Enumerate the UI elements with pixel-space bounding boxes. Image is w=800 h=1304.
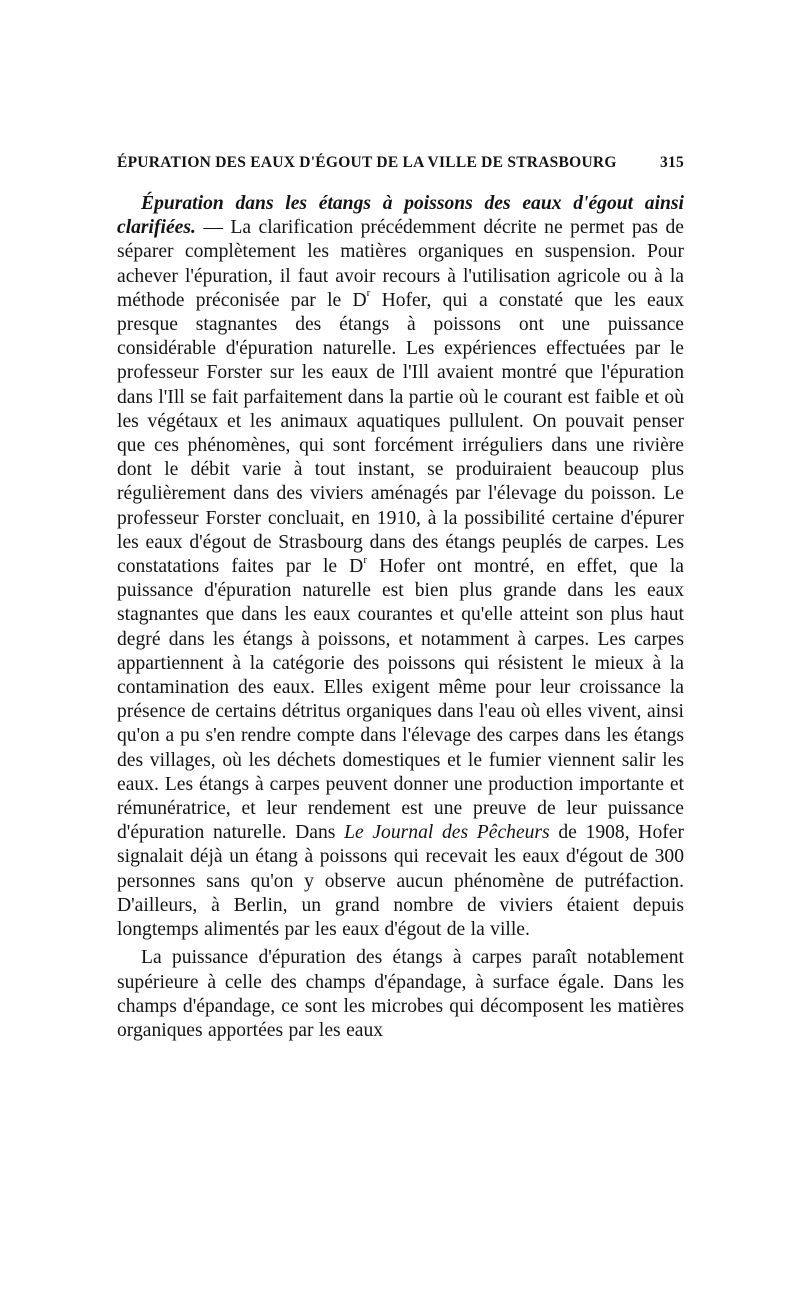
journal-title: Le Journal des Pêcheurs (344, 822, 550, 844)
paragraph-1-text-b: Hofer, qui a constaté que les eaux presque stagnantes des étangs à poissons ont une puissance considérable d'épuration naturelle. Les expériences effectuées par le professeur Forster sur les eaux de l'Ill avaient montré que l'épuration dans l'Ill se fait parfaitement dans la partie où le courant est faible et où les végétaux et les animaux aquatiques pullulent. On pouvait penser que ces phénomènes, qui sont forcément irréguliers dans une rivière dont le débit varie à tout instant, se produiraient beaucoup plus régulièrement dans des viviers aménagés par l'élevage du poisson. Le professeur Forster concluait, en 1910, à la possibilité certaine d'épurer les eaux d'égout de Strasbourg dans des étangs peuplés de carpes. Les constatations faites par le D (117, 289, 684, 578)
section-title: Épuration dans les étangs à poissons des eaux d'égout ainsi clarifiées. (117, 193, 684, 239)
body-text (117, 192, 684, 1043)
title-dash: — (195, 217, 231, 239)
paragraph-1-text-d: de 1908, Hofer signalait déjà un étang à poissons qui recevait les eaux d'égout de 300 personnes sans qu'on y observe aucun phénomène de putréfaction. D'ailleurs, à Berlin, un grand nombre de viviers étaient depuis longtemps alimentés par les eaux d'égout de la ville. (117, 822, 684, 941)
paragraph-2: La puissance d'épuration des étangs à carpes paraît notablement supérieure à celle des champs d'épandage, à surface égale. Dans les champs d'épandage, ce sont les microbes qui décomposent les matières organiques apportées par les eaux (117, 947, 684, 1041)
document-page (117, 154, 684, 1043)
page-number: 315 (660, 154, 684, 171)
paragraph-1-text-a: La clarification précédemment décrite ne permet pas de séparer complètement les matières organiques en suspension. Pour achever l'épuration, il faut avoir recours à l'utilisation agricole ou à la méthode préconisée par le D (117, 217, 685, 311)
running-title: ÉPURATION DES EAUX D'ÉGOUT DE LA VILLE DE STRASBOURG (117, 154, 617, 171)
paragraph-1 (117, 192, 684, 942)
superscript-r-2: r (363, 553, 368, 566)
running-header (117, 154, 684, 172)
paragraph-1-text-c: Hofer ont montré, en effet, que la puissance d'épuration naturelle est bien plus grande dans les eaux stagnantes que dans les eaux courantes et qu'elle atteint son plus haut degré dans les étangs à poissons, et notamment à carpes. Les carpes appartiennent à la catégorie des poissons qui résistent le mieux à la contamination des eaux. Elles exigent même pour leur croissance la présence de certains détritus organiques dans l'eau où elles vivent, ainsi qu'on a pu s'en rendre compte dans l'élevage des carpes dans les étangs des villages, où les déchets domestiques et le fumier viennent salir les eaux. Les étangs à carpes peuvent donner une production importante et rémunératrice, et leur rendement est une preuve de leur puissance d'épuration naturelle. Dans (117, 556, 685, 844)
superscript-r: r (366, 287, 371, 300)
